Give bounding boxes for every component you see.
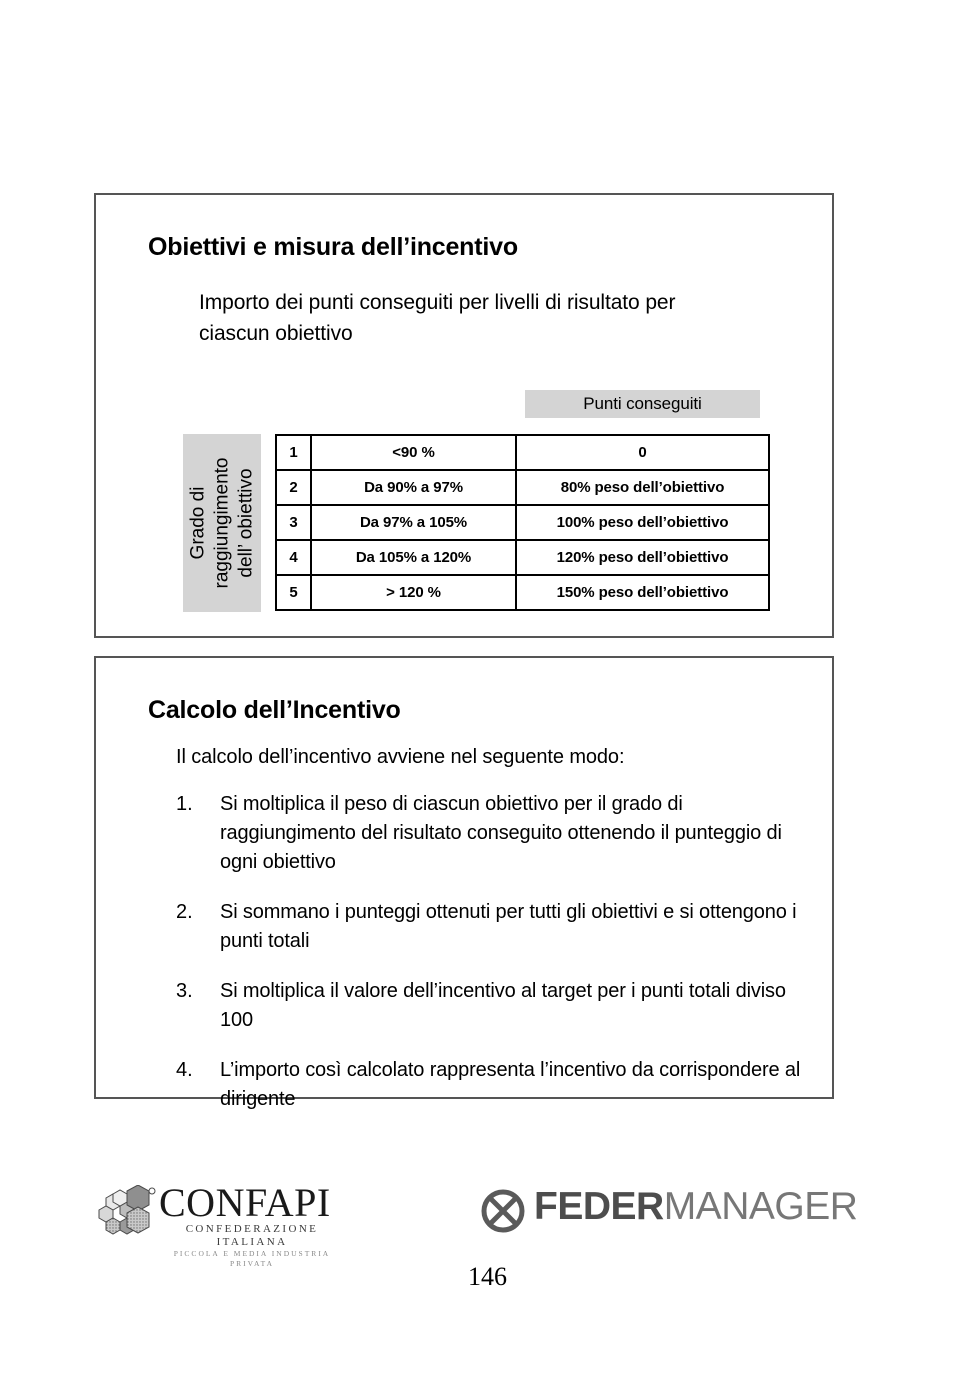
list-item-number: 1. <box>176 793 193 815</box>
list-item-number: 3. <box>176 980 193 1002</box>
vertical-axis-label-text <box>186 458 258 589</box>
federmanager-wordmark <box>534 1184 857 1230</box>
federmanager-name-light: MANAGER <box>663 1185 858 1228</box>
grades-table <box>275 434 770 611</box>
vertical-axis-label <box>183 434 261 612</box>
confapi-name: CONFAPI <box>159 1180 331 1225</box>
table-cell-points: 80% peso dell’obiettivo <box>516 470 769 505</box>
confapi-logo <box>97 1180 345 1268</box>
table-cell-points: 150% peso dell’obiettivo <box>516 575 769 610</box>
points-column-header <box>525 390 760 418</box>
table-row <box>276 540 769 575</box>
circle-cross-icon <box>480 1188 526 1234</box>
grades-table-body <box>276 435 769 610</box>
vertical-axis-label-line-1: Grado di <box>187 486 209 560</box>
federmanager-name-bold: FEDER <box>534 1185 664 1228</box>
confapi-wordmark <box>159 1180 345 1269</box>
slide-calculation <box>94 656 834 1110</box>
registered-mark-icon <box>149 1188 155 1194</box>
table-cell-range: Da 90% a 97% <box>311 470 516 505</box>
page-title-objectives: Obiettivi e misura dell’incentivo <box>148 233 518 261</box>
table-cell-range: Da 97% a 105% <box>311 505 516 540</box>
subtitle-objectives: Importo dei punti conseguiti per livelli di risultato per ciascun obiettivo <box>199 291 676 345</box>
page-number: 146 <box>468 1262 507 1291</box>
page-title-calculation: Calcolo dell’Incentivo <box>148 696 401 724</box>
list-item <box>176 790 816 877</box>
points-column-header-label: Punti conseguiti <box>583 394 702 413</box>
table-cell-index: 1 <box>276 435 311 470</box>
table-row <box>276 575 769 610</box>
slide-objectives <box>94 193 834 638</box>
table-row <box>276 470 769 505</box>
list-item <box>176 898 816 956</box>
list-item-text: L’importo così calcolato rappresenta l’incentivo da corrispondere al dirigente <box>220 1059 801 1110</box>
vertical-axis-label-line-3: dell’ obiettivo <box>235 468 257 578</box>
federmanager-logo <box>480 1184 858 1240</box>
table-cell-index: 5 <box>276 575 311 610</box>
confapi-tagline-1: CONFEDERAZIONE ITALIANA <box>185 1223 319 1248</box>
table-cell-points: 120% peso dell’obiettivo <box>516 540 769 575</box>
calculation-intro-text: Il calcolo dell’incentivo avviene nel seguente modo: <box>176 746 625 768</box>
table-cell-points: 0 <box>516 435 769 470</box>
list-item-text: Si moltiplica il peso di ciascun obiettivo per il grado di raggiungimento del risultato conseguito ottenendo il punteggio di ogni obiettivo <box>220 793 782 873</box>
table-cell-index: 2 <box>276 470 311 505</box>
calculation-steps-list <box>176 790 816 1135</box>
list-item-number: 2. <box>176 901 193 923</box>
vertical-axis-label-line-2: raggiungimento <box>211 457 233 589</box>
footer-logos <box>0 1178 975 1268</box>
list-item-text: Si moltiplica il valore dell’incentivo al target per i punti totali diviso 100 <box>220 980 786 1031</box>
table-cell-points: 100% peso dell’obiettivo <box>516 505 769 540</box>
table-cell-range: <90 % <box>311 435 516 470</box>
table-cell-range: Da 105% a 120% <box>311 540 516 575</box>
list-item <box>176 1056 816 1114</box>
table-row <box>276 505 769 540</box>
table-cell-index: 3 <box>276 505 311 540</box>
list-item <box>176 977 816 1035</box>
table-row <box>276 435 769 470</box>
confapi-tagline-2: PICCOLA E MEDIA INDUSTRIA PRIVATA <box>173 1249 331 1268</box>
list-item-text: Si sommano i punteggi ottenuti per tutti gli obiettivi e si ottengono i punti totali <box>220 901 797 952</box>
list-item-number: 4. <box>176 1059 193 1081</box>
table-cell-range: > 120 % <box>311 575 516 610</box>
table-cell-index: 4 <box>276 540 311 575</box>
hexagon-cluster-icon <box>97 1185 157 1241</box>
